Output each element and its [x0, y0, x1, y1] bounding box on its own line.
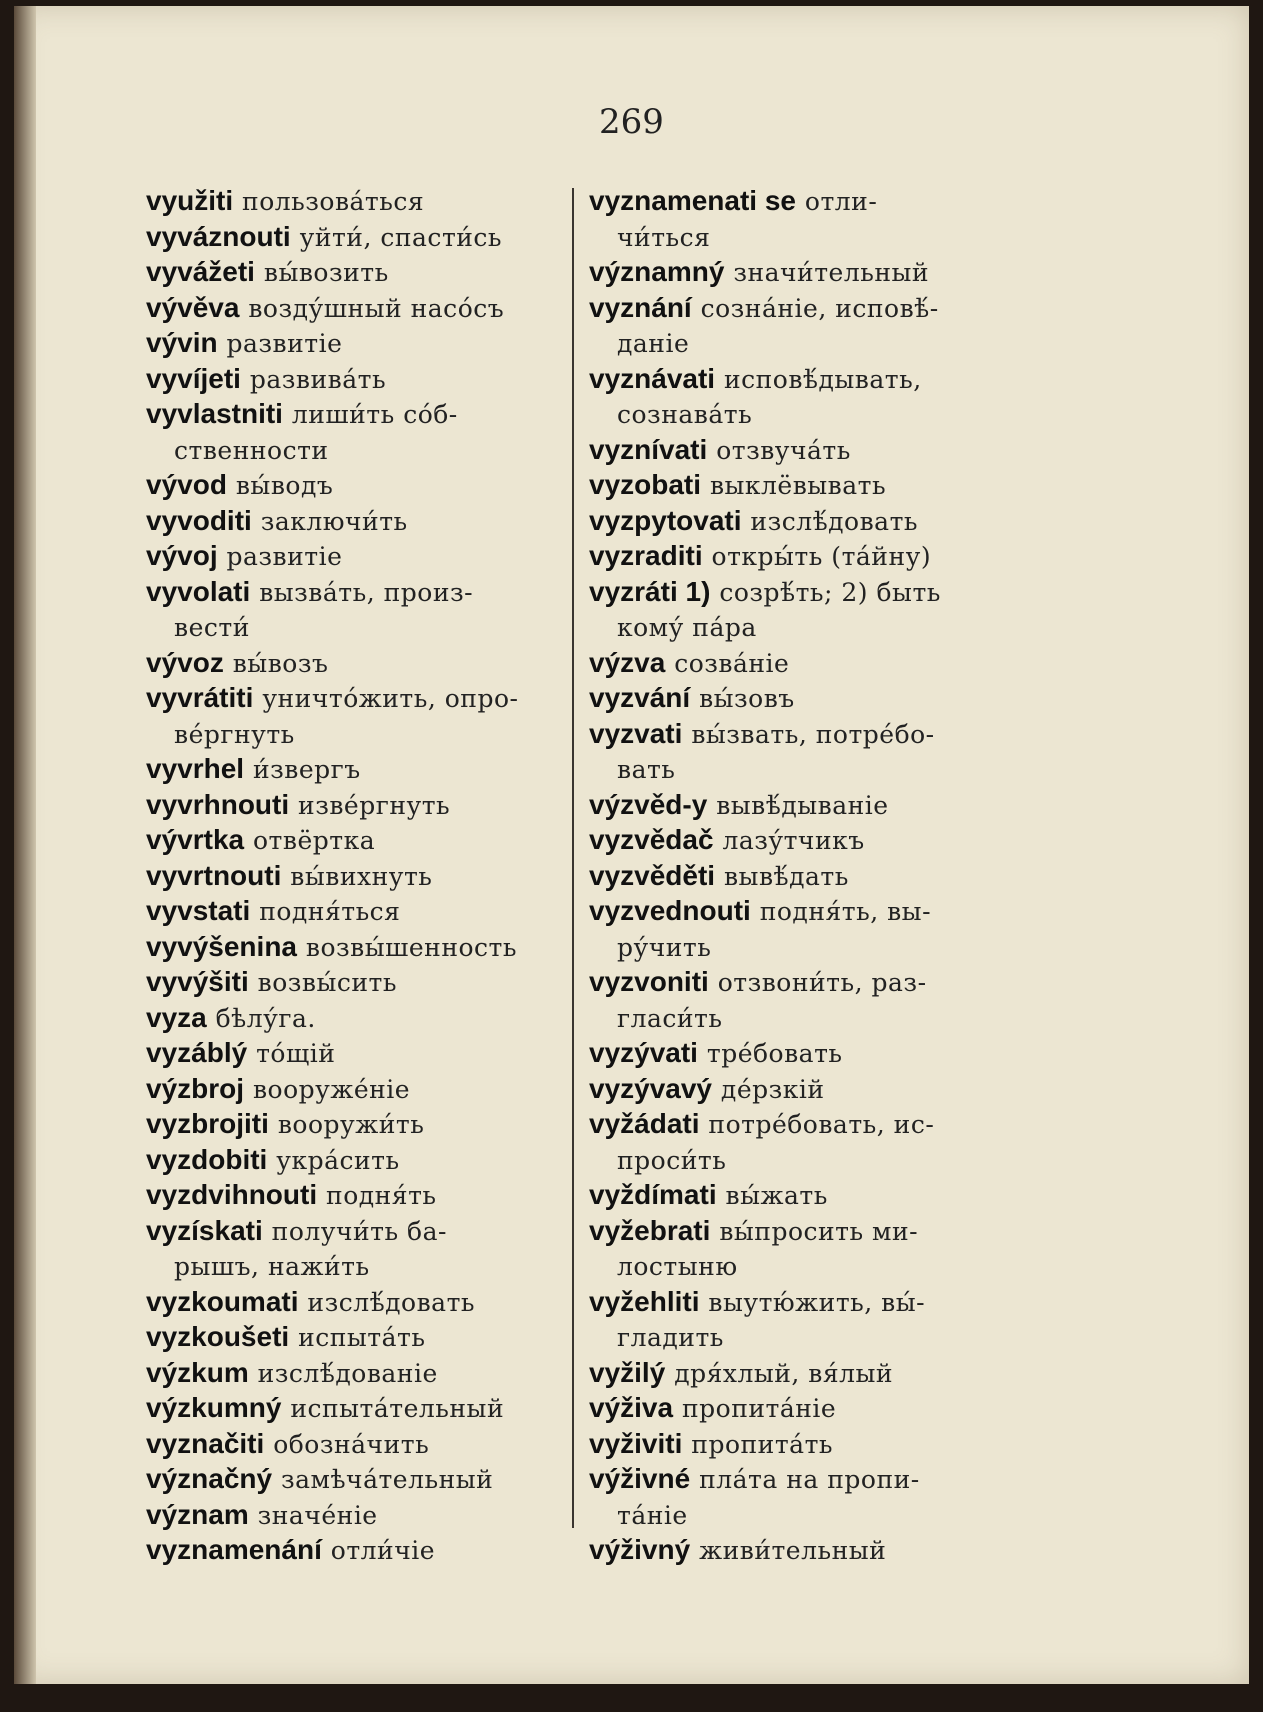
entry-translation: развива́ть [249, 364, 387, 394]
dictionary-entry [146, 1498, 566, 1534]
entry-translation: выклёвывать [709, 471, 887, 500]
entry-headword: vyživiti [589, 1427, 683, 1459]
dictionary-entry [589, 1356, 1009, 1392]
entry-headword: vyzývavý [589, 1072, 713, 1104]
dictionary-entry [589, 823, 1009, 859]
entry-translation: значе́ніе [257, 1500, 378, 1530]
entry-headword: vyzraditi [589, 540, 703, 571]
dictionary-entry [146, 1107, 566, 1143]
entry-translation: созва́ніе [674, 648, 790, 678]
entry-headword: vyzískati [146, 1214, 263, 1246]
dictionary-entry [589, 717, 1009, 788]
entry-translation-continued: лостыню [617, 1252, 738, 1281]
entry-translation: развитіе [226, 542, 343, 571]
dictionary-entry [589, 646, 1009, 682]
entry-translation: подня́ть, вы- [759, 897, 932, 926]
dictionary-entry [146, 788, 566, 824]
dictionary-entry [146, 823, 566, 859]
entry-headword: vyzráti 1) [589, 575, 711, 607]
entry-translation-continued: та́ніе [617, 1500, 688, 1530]
dictionary-entry [589, 859, 1009, 895]
entry-translation: то́щій [256, 1039, 336, 1068]
dictionary-entry [146, 1427, 566, 1463]
entry-headword: vyznačiti [146, 1427, 265, 1459]
dictionary-entry [146, 1391, 566, 1427]
entry-headword: vyzdobiti [146, 1143, 268, 1175]
entry-headword: výzva [589, 646, 666, 678]
entry-translation: и́звергъ [252, 755, 361, 784]
entry-headword: význačný [146, 1463, 273, 1494]
entry-translation-continued: ве́ргнуть [174, 719, 295, 749]
dictionary-entry [589, 1214, 1009, 1285]
dictionary-entry [589, 539, 1009, 575]
entry-translation: укра́сить [276, 1145, 400, 1175]
dictionary-entry [146, 965, 566, 1001]
dictionary-entry [146, 752, 566, 788]
entry-translation: изслѣ́довать [307, 1287, 476, 1317]
dictionary-entry [146, 468, 566, 504]
entry-headword: výzvěd-y [589, 788, 708, 820]
entry-headword: vyvolati [146, 575, 251, 607]
entry-translation: изве́ргнуть [298, 790, 451, 820]
dictionary-entry [589, 1427, 1009, 1463]
entry-translation: получи́ть ба- [271, 1216, 447, 1246]
entry-headword: vyzáblý [146, 1037, 248, 1068]
entry-headword: vyzdvihnouti [146, 1179, 318, 1210]
dictionary-entry [146, 681, 566, 752]
entry-headword: vyznávati [589, 362, 716, 394]
entry-headword: vyzbrojiti [146, 1108, 269, 1139]
entry-translation: живи́тельный [699, 1536, 887, 1565]
entry-translation-continued: рышъ, нажи́ть [174, 1252, 370, 1281]
dictionary-entry [146, 1001, 566, 1037]
dictionary-entry [146, 1178, 566, 1214]
entry-translation: уничто́жить, опро- [262, 684, 519, 713]
dictionary-entry [146, 1533, 566, 1569]
entry-headword: vývrtka [146, 824, 245, 855]
entry-translation: отли́чіе [330, 1536, 436, 1565]
dictionary-entry [146, 1143, 566, 1179]
entry-headword: vyzývati [589, 1037, 698, 1068]
entry-headword: vyvrhnouti [146, 788, 290, 820]
entry-headword: vývod [146, 469, 227, 500]
entry-translation: испыта́тельный [290, 1394, 505, 1423]
entry-translation: пользова́ться [242, 187, 425, 216]
dictionary-entry [589, 965, 1009, 1036]
entry-translation-continued: сознава́ть [617, 400, 753, 429]
entry-headword: vyznání [589, 291, 692, 323]
entry-translation: потре́бовать, ис- [708, 1110, 935, 1139]
entry-headword: význam [146, 1498, 249, 1530]
dictionary-entry [589, 788, 1009, 824]
entry-translation: отли- [804, 187, 878, 216]
entry-translation: возвы́шенность [305, 932, 517, 962]
entry-translation: подня́ть [326, 1181, 437, 1210]
entry-translation: бѣлу́га. [215, 1003, 316, 1033]
entry-translation: вооруже́ніе [252, 1074, 411, 1104]
dictionary-entry [589, 894, 1009, 965]
entry-headword: vývoz [146, 646, 224, 678]
entry-translation-continued: вать [617, 755, 676, 784]
entry-translation: созрѣ́ть; 2) быть [719, 577, 941, 607]
dictionary-entry [146, 1072, 566, 1108]
entry-headword: vyžádati [589, 1108, 700, 1139]
dictionary-entry [146, 504, 566, 540]
entry-translation: вызва́ть, произ- [259, 577, 474, 607]
dictionary-entry [146, 326, 566, 362]
dictionary-entry [589, 1072, 1009, 1108]
entry-translation: вы́зовъ [699, 684, 795, 713]
entry-translation-continued: ру́чить [617, 932, 712, 962]
entry-translation: лазу́тчикъ [722, 826, 865, 855]
entry-translation: вы́возъ [232, 648, 329, 678]
entry-headword: vyvoditi [146, 504, 252, 536]
entry-translation-continued: чи́ться [617, 222, 711, 252]
entry-headword: vyvstati [146, 895, 251, 926]
entry-translation: откры́ть (та́йну) [711, 542, 932, 571]
entry-headword: vyvlastniti [146, 398, 283, 429]
entry-headword: vývoj [146, 540, 218, 571]
entry-translation-continued: вести́ [174, 613, 250, 642]
dictionary-entry [146, 1462, 566, 1498]
entry-translation: вы́вихнуть [290, 861, 433, 891]
entry-translation: тре́бовать [706, 1039, 843, 1068]
dictionary-entry [146, 859, 566, 895]
dictionary-entry [589, 362, 1009, 433]
entry-headword: výživný [589, 1534, 691, 1565]
entry-translation: испыта́ть [298, 1323, 426, 1352]
entry-headword: vyžehliti [589, 1285, 700, 1317]
entry-translation: возду́шный насо́съ [248, 293, 505, 323]
dictionary-entry [146, 1356, 566, 1392]
entry-translation: уйти́, спасти́сь [299, 222, 503, 252]
dictionary-entry [146, 1214, 566, 1285]
entry-headword: vyždímati [589, 1179, 717, 1210]
dictionary-entry [589, 504, 1009, 540]
dictionary-entry [146, 1320, 566, 1356]
entry-translation-continued: даніе [617, 329, 690, 358]
entry-translation: обозна́чить [273, 1429, 430, 1459]
dictionary-entry [589, 1462, 1009, 1533]
entry-translation: дря́хлый, вя́лый [674, 1358, 894, 1388]
dictionary-entry [146, 575, 566, 646]
dictionary-entry [146, 1285, 566, 1321]
dictionary-entry [146, 894, 566, 930]
entry-headword: vyzvoniti [589, 966, 709, 997]
dictionary-page [14, 6, 1249, 1684]
entry-headword: vyzvednouti [589, 895, 751, 926]
entry-headword: vyzvěděti [589, 859, 716, 891]
entry-headword: vyzvati [589, 717, 683, 749]
entry-translation: вооружи́ть [277, 1110, 425, 1139]
entry-headword: výzkumný [146, 1392, 282, 1423]
entry-translation: замѣча́тельный [280, 1465, 494, 1494]
entry-headword: vývin [146, 327, 218, 358]
left-column [146, 184, 566, 1569]
entry-headword: vyvrtnouti [146, 859, 282, 891]
dictionary-entry [589, 468, 1009, 504]
dictionary-entry [589, 1178, 1009, 1214]
entry-translation: изслѣ́дованіе [257, 1358, 438, 1388]
dictionary-entry [589, 681, 1009, 717]
entry-translation: созна́ніе, исповѣ́- [700, 293, 939, 323]
dictionary-entry [589, 1036, 1009, 1072]
dictionary-entry [589, 575, 1009, 646]
entry-headword: výživné [589, 1463, 691, 1494]
entry-headword: významný [589, 256, 725, 287]
column-divider [572, 188, 574, 1528]
dictionary-entry [589, 1533, 1009, 1569]
dictionary-entry [146, 1036, 566, 1072]
entry-translation: исповѣ́дывать, [723, 364, 922, 394]
entry-translation-continued: проси́ть [617, 1145, 727, 1175]
entry-translation: вывѣ́дываніе [716, 790, 889, 820]
entry-headword: vyvíjeti [146, 362, 241, 394]
entry-headword: výživa [589, 1392, 674, 1423]
entry-translation: вы́просить ми- [719, 1216, 919, 1246]
entry-headword: vyvýšiti [146, 966, 249, 997]
entry-translation: возвы́сить [257, 968, 397, 997]
entry-translation: вы́возить [263, 258, 389, 287]
entry-headword: vyznamenati se [589, 185, 796, 216]
entry-translation-continued: гладить [617, 1323, 724, 1352]
dictionary-entry [146, 397, 566, 468]
dictionary-entry [589, 1107, 1009, 1178]
entry-headword: vyzvání [589, 682, 691, 713]
entry-translation: пла́та на пропи- [699, 1465, 920, 1494]
dictionary-entry [146, 646, 566, 682]
entry-translation: изслѣ́довать [750, 506, 919, 536]
entry-translation: вывѣ́дать [723, 861, 849, 891]
entry-headword: vyžebrati [589, 1214, 711, 1246]
entry-headword: vyzpytovati [589, 504, 742, 536]
dictionary-entry [589, 433, 1009, 469]
dictionary-entry [146, 362, 566, 398]
entry-headword: vyváznouti [146, 220, 291, 252]
entry-headword: vyvrátiti [146, 682, 254, 713]
entry-headword: vyvýšenina [146, 930, 297, 962]
entry-headword: vyznívati [589, 433, 708, 465]
dictionary-entry [589, 184, 1009, 255]
dictionary-entry [146, 539, 566, 575]
entry-headword: vyznamenání [146, 1534, 322, 1565]
entry-translation: отзвуча́ть [716, 435, 851, 465]
entry-headword: vyvrhel [146, 753, 245, 784]
entry-translation: развитіе [226, 329, 343, 358]
dictionary-entry [589, 255, 1009, 291]
entry-headword: výzkum [146, 1356, 249, 1388]
entry-headword: vyzobati [589, 469, 702, 500]
entry-headword: vyzkoumati [146, 1285, 299, 1317]
dictionary-entry [146, 184, 566, 220]
page-number: 269 [599, 102, 664, 142]
entry-translation: лиши́ть со́б- [291, 400, 458, 429]
entry-translation: пропита́ть [691, 1429, 834, 1459]
entry-translation: де́рзкій [720, 1074, 825, 1104]
entry-translation-continued: кому́ па́ра [617, 613, 757, 642]
entry-headword: výzbroj [146, 1072, 245, 1104]
entry-headword: vyzkoušeti [146, 1321, 290, 1352]
entry-headword: vyzvědač [589, 824, 714, 855]
dictionary-entry [146, 220, 566, 256]
entry-translation-continued: ственности [174, 435, 329, 465]
entry-translation: заключи́ть [260, 506, 408, 536]
dictionary-entry [589, 1285, 1009, 1356]
dictionary-entry [146, 291, 566, 327]
dictionary-entry [146, 255, 566, 291]
right-column [589, 184, 1009, 1569]
entry-translation: вы́водъ [235, 471, 334, 500]
entry-headword: vyza [146, 1001, 207, 1033]
dictionary-entry [589, 291, 1009, 362]
entry-headword: využiti [146, 185, 234, 216]
entry-translation: подня́ться [259, 897, 401, 926]
entry-translation: пропита́ніе [681, 1394, 837, 1423]
entry-translation: выутю́жить, вы́- [708, 1287, 926, 1317]
dictionary-entry [589, 1391, 1009, 1427]
entry-headword: vývěva [146, 291, 240, 323]
entry-translation: вы́жать [725, 1181, 828, 1210]
entry-headword: vyžilý [589, 1356, 666, 1388]
entry-translation-continued: гласи́ть [617, 1003, 723, 1033]
entry-translation: отвёртка [253, 826, 376, 855]
entry-translation: значи́тельный [733, 258, 930, 287]
dictionary-entry [146, 930, 566, 966]
entry-headword: vyvážeti [146, 256, 255, 287]
entry-translation: вы́звать, потре́бо- [691, 719, 935, 749]
entry-translation: отзвони́ть, раз- [717, 968, 927, 997]
